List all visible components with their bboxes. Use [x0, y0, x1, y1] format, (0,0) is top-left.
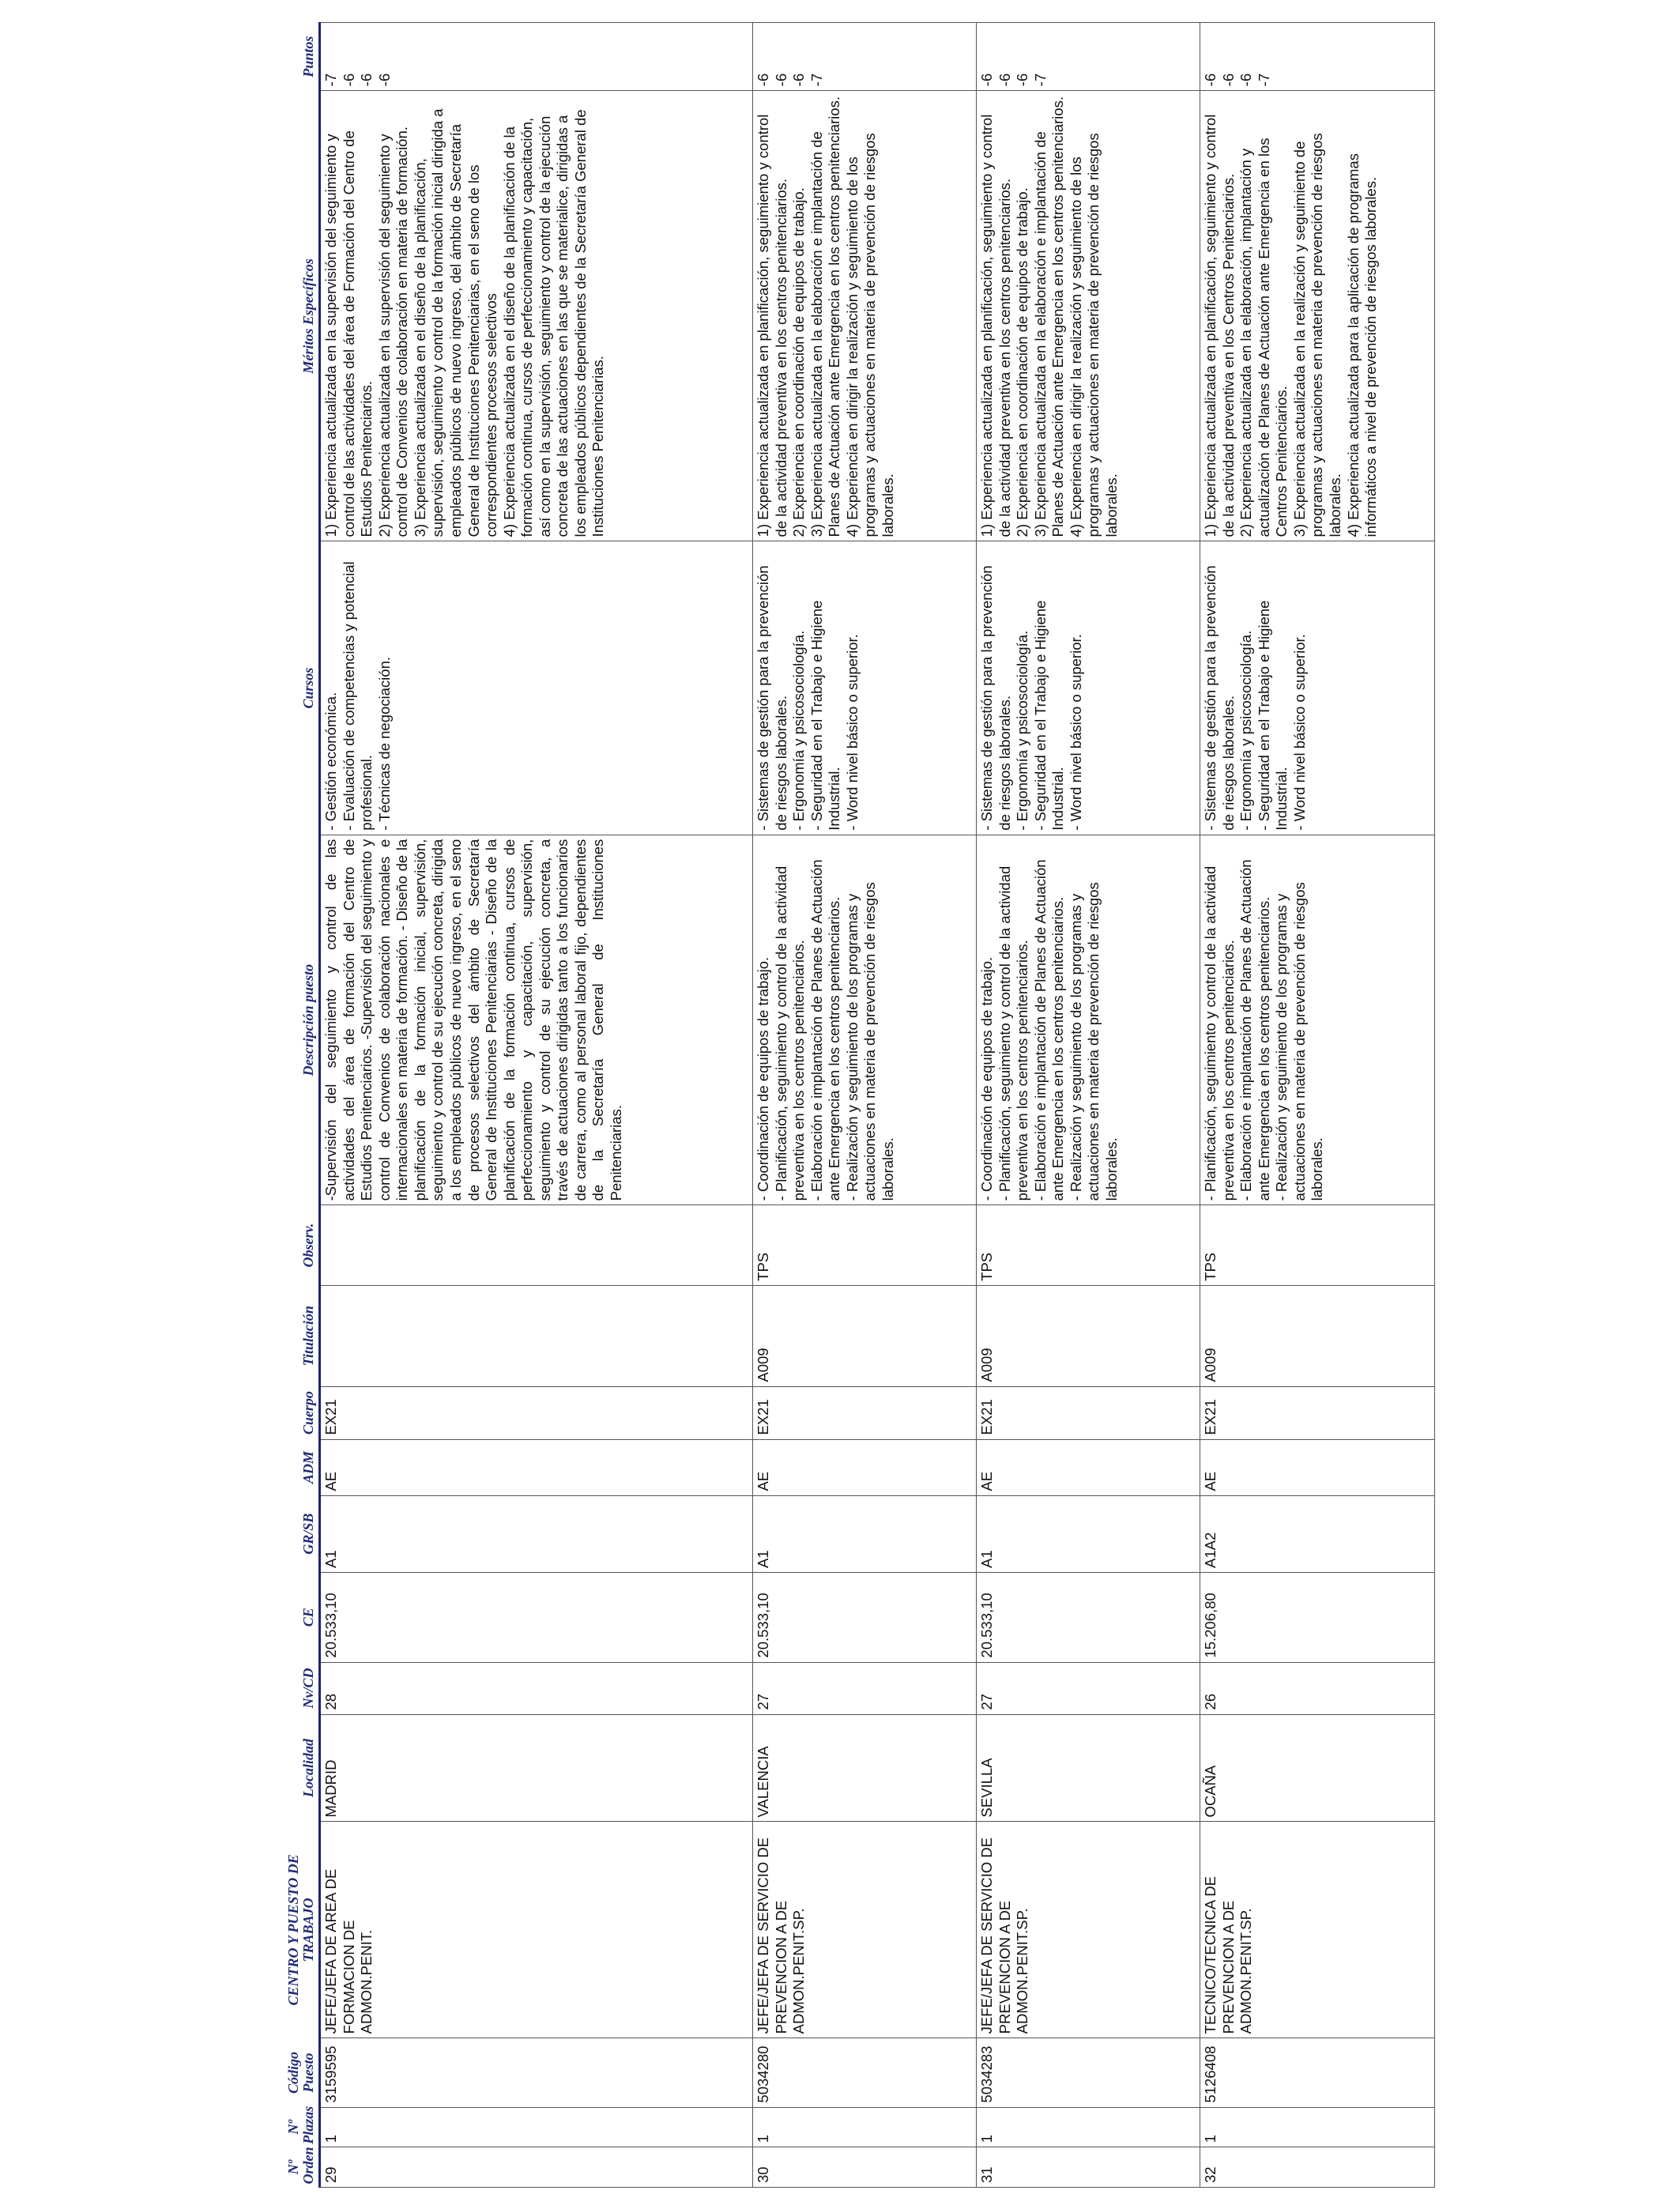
puntos-value: -7 — [1255, 73, 1272, 87]
cell-orden: 31 — [977, 2147, 1200, 2188]
puntos-value: -6 — [1237, 73, 1255, 87]
merito-line: 1) Experiencia actualizada en planificación, seguimiento y control de la actividad preventiva en los centros penitenciarios. — [755, 114, 789, 537]
cell-observ: TPS — [753, 1205, 977, 1285]
table-row — [320, 23, 753, 2188]
curso-line: - Sistemas de gestión para la prevención de riesgos laborales. — [1202, 565, 1237, 831]
curso-line: - Gestión económica. — [322, 692, 339, 831]
cell-plazas: 1 — [320, 2107, 753, 2147]
curso-line: - Seguridad en el Trabajo e Higiene Industrial. — [808, 600, 843, 831]
puntos-value: -6 — [755, 73, 771, 87]
header-ce: CE — [250, 1572, 320, 1662]
curso-line: - Técnicas de negociación. — [375, 656, 393, 831]
puntos-value: -6 — [358, 73, 375, 87]
puntos-value: -6 — [978, 73, 995, 87]
cell-titulacion: A009 — [977, 1285, 1200, 1386]
curso-line: - Ergonomía y psicosociología. — [790, 630, 808, 831]
merito-line: 4) Experiencia actualizada en el diseño de la planificación de la formación continua, cursos de perfeccionamiento y capacitación, así como en la supervisión, seguimiento y control de la ejecución concreta de las actuaciones en las que se materialice, dirigidas a los empleados públicos dependientes de la Secretaría General de Instituciones Penitenciarias. — [500, 109, 607, 537]
header-plazas: Nº Plazas — [250, 2107, 320, 2147]
cell-codigo: 5126408 — [1200, 2038, 1435, 2107]
cell-codigo: 5034283 — [977, 2038, 1200, 2107]
cell-plazas: 1 — [753, 2107, 977, 2147]
header-puntos: Puntos — [250, 23, 320, 91]
header-titulacion: Titulación — [250, 1285, 320, 1386]
cell-centro: JEFE/JEFA DE SERVICIO DE PREVENCION A DE ADMON.PENIT.SP. — [753, 1822, 977, 2038]
puntos-value: -7 — [1031, 73, 1049, 87]
cell-orden: 29 — [320, 2147, 753, 2188]
descripcion-line: - Realización y seguimiento de los programas y actuaciones en materia de prevención de riesgos laborales. — [843, 882, 896, 1201]
header-observ: Observ. — [250, 1205, 320, 1285]
cell-descripcion — [977, 835, 1200, 1205]
cell-localidad: SEVILLA — [977, 1714, 1200, 1822]
cell-grsb: A1A2 — [1200, 1495, 1435, 1572]
curso-line: - Ergonomía y psicosociología. — [1237, 630, 1255, 831]
curso-line: - Word nivel básico o superior. — [1290, 634, 1308, 831]
cell-meritos — [753, 91, 977, 541]
cell-ce: 20.533,10 — [320, 1572, 753, 1662]
cell-grsb: A1 — [977, 1495, 1200, 1572]
cell-observ: TPS — [977, 1205, 1200, 1285]
descripcion-line: - Coordinación de equipos de trabajo. — [978, 956, 995, 1201]
curso-line: - Seguridad en el Trabajo e Higiene Industrial. — [1031, 600, 1067, 831]
cell-nvcd: 28 — [320, 1662, 753, 1714]
puntos-value: -6 — [1202, 73, 1219, 87]
job-positions-table — [250, 22, 1435, 2188]
puntos-value: -7 — [808, 73, 825, 87]
cell-localidad: MADRID — [320, 1714, 753, 1822]
merito-line: 4) Experiencia actualizada para la aplicación de programas informáticos a nivel de prevención de riesgos laborales. — [1344, 153, 1380, 537]
cell-adm: AE — [1200, 1439, 1435, 1495]
curso-line: - Ergonomía y psicosociología. — [1014, 630, 1031, 831]
header-descripcion: Descripción puesto — [250, 835, 320, 1205]
header-localidad: Localidad — [250, 1714, 320, 1822]
puntos-value: -6 — [375, 73, 393, 87]
header-adm: ADM — [250, 1439, 320, 1495]
table-header — [250, 23, 320, 2188]
cell-meritos — [320, 91, 753, 541]
descripcion-line: - Realización y seguimiento de los programas y actuaciones en materia de prevención de riesgos laborales. — [1273, 882, 1326, 1201]
cell-puntos — [753, 23, 977, 91]
cell-nvcd: 26 — [1200, 1662, 1435, 1714]
cell-cursos — [977, 541, 1200, 835]
cell-grsb: A1 — [753, 1495, 977, 1572]
merito-line: 1) Experiencia actualizada en planificación, seguimiento y control de la actividad preventiva en los Centros Penitenciarios. — [1202, 114, 1237, 537]
puntos-value: -6 — [1014, 73, 1031, 87]
cell-plazas: 1 — [977, 2107, 1200, 2147]
cell-adm: AE — [977, 1439, 1200, 1495]
cell-grsb: A1 — [320, 1495, 753, 1572]
cell-descripcion: -Supervisión del seguimiento y control de las actividades del área de formación del Centro de Estudios Penitenciarios. -Supervisión del seguimiento y control de Convenios de colaboración nacionales e internacionales en materia de formación. - Diseño de la planificación de la formación inicial, supervisión, seguimiento y control de su ejecución concreta, dirigida a los empleados públicos de nuevo ingreso, en el seno de procesos selectivos del ámbito de Secretaría General de Instituciones Penitenciarias - Diseño de la planificación de la formación continua, cursos de perfeccionamiento y capacitación, supervisión, seguimiento y control de su ejecución concreta, a través de actuaciones dirigidas tanto a los funcionarios de carrera, como al personal laboral fijo, dependientes de la Secretaría General de Instituciones Penitenciarias. — [320, 835, 753, 1205]
cell-orden: 32 — [1200, 2147, 1435, 2188]
merito-line: 2) Experiencia en coordinación de equipos de trabajo. — [790, 187, 808, 537]
descripcion-line: - Planificación, seguimiento y control de la actividad preventiva en los centros penitenciarios. — [772, 865, 808, 1201]
header-orden: Nº Orden — [250, 2147, 320, 2188]
table-row — [753, 23, 977, 2188]
puntos-value: -6 — [790, 73, 808, 87]
cell-ce: 15.206,80 — [1200, 1572, 1435, 1662]
descripcion-line: - Realización y seguimiento de los programas y actuaciones en materia de prevención de riesgos laborales. — [1067, 882, 1120, 1201]
merito-line: 4) Experiencia en dirigir la realización y seguimiento de los programas y actuaciones en materia de prevención de riesgos laborales. — [843, 133, 896, 537]
cell-centro: JEFE/JEFA DE SERVICIO DE PREVENCION A DE ADMON.PENIT.SP. — [977, 1822, 1200, 2038]
cell-cuerpo: EX21 — [320, 1386, 753, 1439]
merito-line: 3) Experiencia actualizada en el diseño de la planificación, supervisión, seguimiento y control de la formación inicial dirigida a empleados públicos de nuevo ingreso, del ámbito de Secretaría General de Instituciones Penitenciarias, en el seno de los correspondientes procesos selectivos — [411, 108, 500, 537]
table-body — [320, 23, 1435, 2188]
cell-titulacion: A009 — [753, 1285, 977, 1386]
cell-puntos — [320, 23, 753, 91]
cell-codigo: 5034280 — [753, 2038, 977, 2107]
merito-line: 3) Experiencia actualizada en la elaboración e implantación de Planes de Actuación ante Emergencia en los centros penitenciarios. — [1031, 96, 1067, 537]
descripcion-line: - Planificación, seguimiento y control de la actividad preventiva en los centros penitenciarios. — [1202, 865, 1237, 1201]
table-row — [1200, 23, 1435, 2188]
cell-codigo: 3159595 — [320, 2038, 753, 2107]
puntos-value: -7 — [322, 73, 339, 87]
curso-line: - Evaluación de competencias y potencial profesional. — [340, 561, 375, 831]
merito-line: 2) Experiencia en coordinación de equipos de trabajo. — [1014, 187, 1031, 537]
cell-puntos — [1200, 23, 1435, 91]
cell-titulacion — [320, 1285, 753, 1386]
cell-plazas: 1 — [1200, 2107, 1435, 2147]
cell-descripcion — [1200, 835, 1435, 1205]
cell-nvcd: 27 — [977, 1662, 1200, 1714]
cell-meritos — [977, 91, 1200, 541]
cell-centro: TECNICO/TECNICA DE PREVENCION A DE ADMON.PENIT.SP. — [1200, 1822, 1435, 2038]
cell-titulacion: A009 — [1200, 1285, 1435, 1386]
cell-cursos — [1200, 541, 1435, 835]
descripcion-line: - Coordinación de equipos de trabajo. — [755, 956, 771, 1201]
merito-line: 3) Experiencia actualizada en la realización y seguimiento de programas y actuaciones en materia de prevención de riesgos laborales. — [1290, 133, 1343, 537]
header-centro: CENTRO Y PUESTO DE TRABAJO — [250, 1822, 320, 2038]
curso-line: - Word nivel básico o superior. — [1067, 634, 1084, 831]
cell-adm: AE — [753, 1439, 977, 1495]
cell-meritos — [1200, 91, 1435, 541]
cell-puntos — [977, 23, 1200, 91]
header-cursos: Cursos — [250, 541, 320, 835]
curso-line: - Sistemas de gestión para la prevención de riesgos laborales. — [755, 565, 789, 831]
table-row — [977, 23, 1200, 2188]
cell-cuerpo: EX21 — [1200, 1386, 1435, 1439]
cell-cursos — [320, 541, 753, 835]
header-row — [250, 23, 320, 2188]
merito-line: 4) Experiencia en dirigir la realización y seguimiento de los programas y actuaciones en materia de prevención de riesgos laborales. — [1067, 133, 1120, 537]
descripcion-line: - Elaboración e implantación de Planes de Actuación ante Emergencia en los centros penitenciarios. — [1031, 859, 1067, 1201]
document-sheet — [250, 22, 1435, 2188]
curso-line: - Word nivel básico o superior. — [843, 634, 861, 831]
header-nvcd: Nv/CD — [250, 1662, 320, 1714]
cell-cuerpo: EX21 — [753, 1386, 977, 1439]
cell-centro: JEFE/JEFA DE AREA DE FORMACION DE ADMON.PENIT. — [320, 1822, 753, 2038]
cell-adm: AE — [320, 1439, 753, 1495]
puntos-value: -6 — [772, 73, 789, 87]
merito-line: 2) Experiencia actualizada en la elaboración, implantación y actualización de Planes de Actuación ante Emergencia en los Centros Penitenciarios. — [1237, 138, 1290, 537]
cell-localidad: OCAÑA — [1200, 1714, 1435, 1822]
descripcion-line: - Planificación, seguimiento y control de la actividad preventiva en los centros penitenciarios. — [996, 865, 1031, 1201]
cell-observ — [320, 1205, 753, 1285]
curso-line: - Sistemas de gestión para la prevención de riesgos laborales. — [978, 565, 1013, 831]
cell-ce: 20.533,10 — [977, 1572, 1200, 1662]
merito-line: 2) Experiencia actualizada en la supervisión del seguimiento y control de Convenios de colaboración en materia de formación. — [375, 126, 411, 537]
header-codigo: Código Puesto — [250, 2038, 320, 2107]
cell-orden: 30 — [753, 2147, 977, 2188]
header-grsb: GR/SB — [250, 1495, 320, 1572]
descripcion-line: - Elaboración e implantación de Planes de Actuación ante Emergencia en los centros penitenciarios. — [1237, 859, 1272, 1201]
merito-line: 1) Experiencia actualizada en planificación, seguimiento y control de la actividad preventiva en los centros penitenciarios. — [978, 114, 1013, 537]
cell-cursos — [753, 541, 977, 835]
puntos-value: -6 — [1219, 73, 1237, 87]
header-meritos: Méritos Específicos — [250, 91, 320, 541]
puntos-value: -6 — [996, 73, 1013, 87]
cell-ce: 20.533,10 — [753, 1572, 977, 1662]
curso-line: - Seguridad en el Trabajo e Higiene Industrial. — [1255, 600, 1290, 831]
cell-localidad: VALENCIA — [753, 1714, 977, 1822]
puntos-value: -6 — [340, 73, 357, 87]
cell-cuerpo: EX21 — [977, 1386, 1200, 1439]
cell-observ: TPS — [1200, 1205, 1435, 1285]
cell-descripcion — [753, 835, 977, 1205]
cell-nvcd: 27 — [753, 1662, 977, 1714]
descripcion-line: - Elaboración e implantación de Planes de Actuación ante Emergencia en los centros penitenciarios. — [808, 859, 843, 1201]
header-cuerpo: Cuerpo — [250, 1386, 320, 1439]
merito-line: 3) Experiencia actualizada en la elaboración e implantación de Planes de Actuación ante Emergencia en los centros penitenciarios. — [808, 96, 843, 537]
merito-line: 1) Experiencia actualizada en la supervisión del seguimiento y control de las actividades del área de Formación del Centro de Estudios Penitenciarios. — [322, 130, 375, 537]
